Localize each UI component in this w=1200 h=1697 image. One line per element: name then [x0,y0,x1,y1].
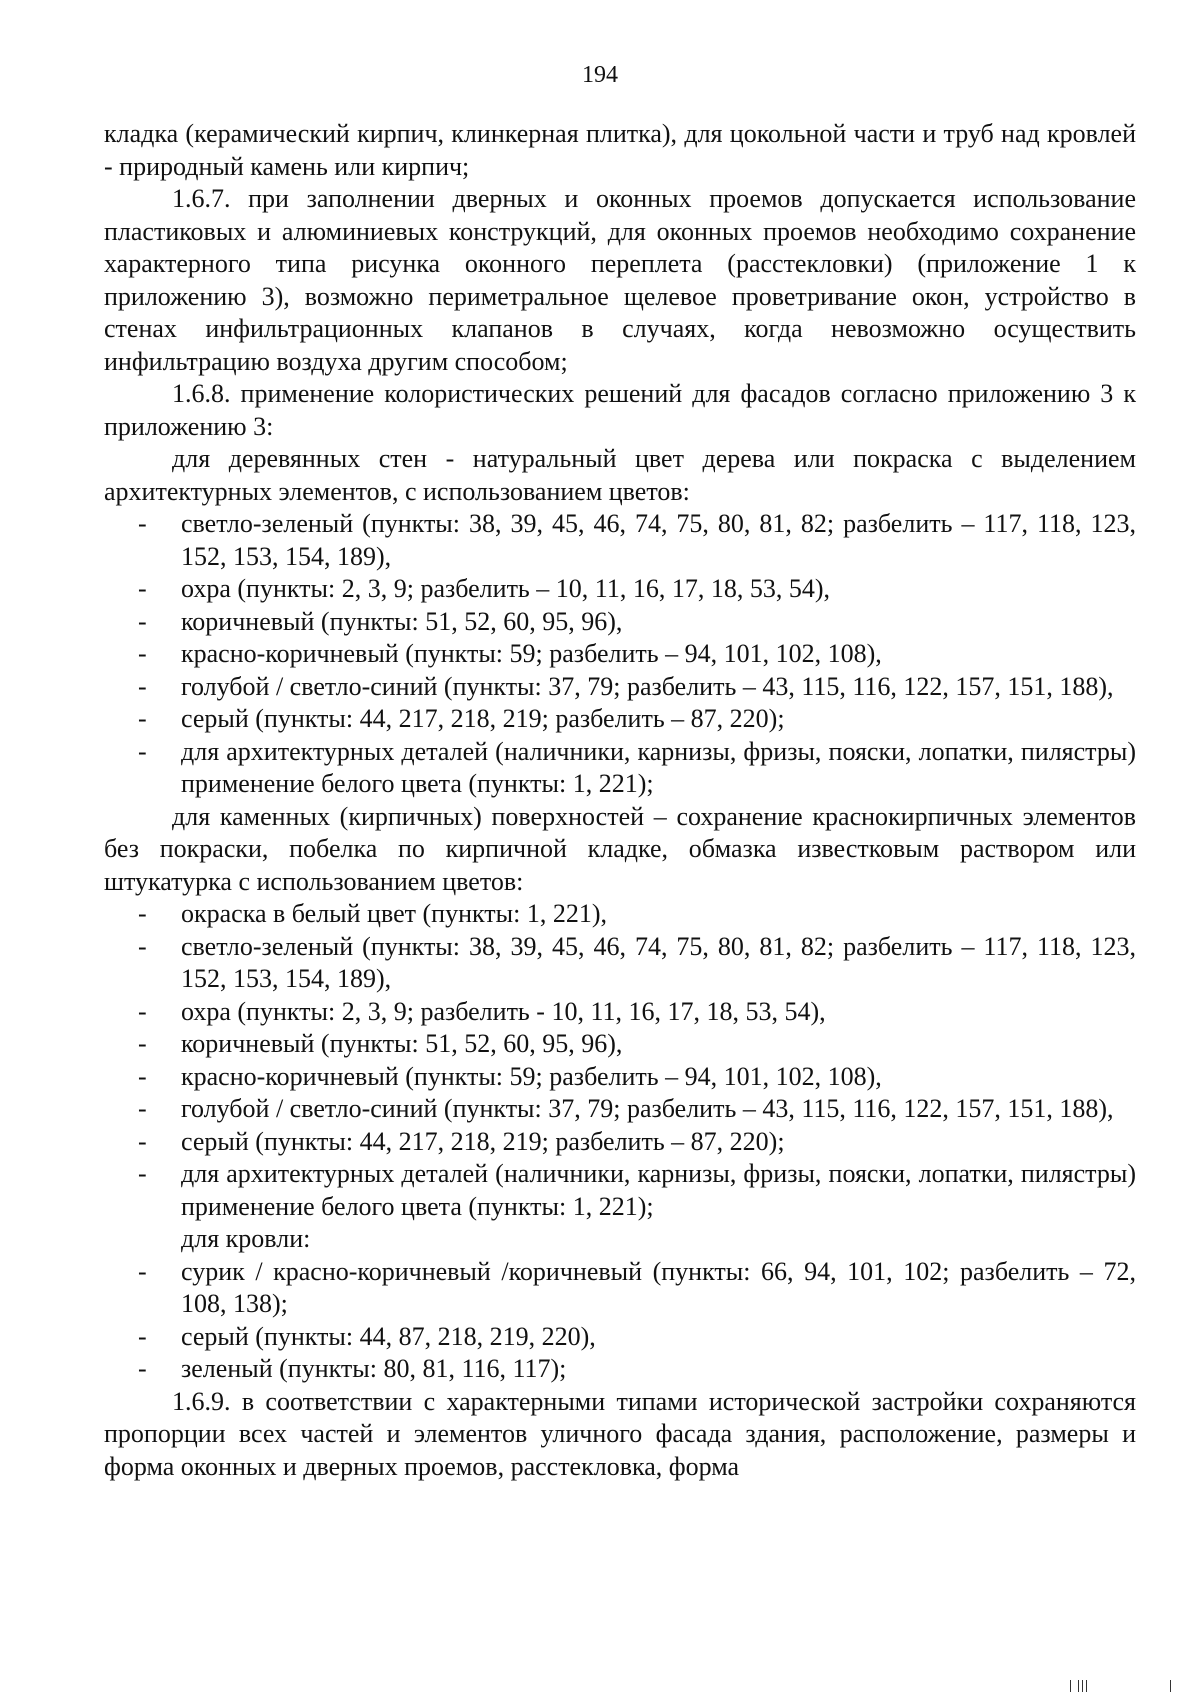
list-item-text: серый (пункты: 44, 217, 218, 219; разбелить – 87, 220); [181,1126,785,1156]
page-number: 194 [582,62,618,88]
list-item-text: серый (пункты: 44, 217, 218, 219; разбелить – 87, 220); [181,704,785,733]
dash-bullet: - [138,1126,147,1156]
list-item [104,508,1136,573]
scan-artifact-marks [1060,1680,1180,1692]
dash-bullet: - [138,639,147,668]
list-item [104,638,1136,671]
paragraph-stone-surfaces: для каменных (кирпичных) поверхностей – сохранение краснокирпичных элементов без покраски, побелка по кирпичной кладке, обмазка известковым раствором или штукатурка с использованием цветов: [104,801,1136,896]
dash-bullet: - [138,931,147,961]
list-item [104,1061,1136,1094]
dash-bullet: - [138,996,147,1026]
list-item [104,898,1136,931]
list-item-text: охра (пункты: 2, 3, 9; разбелить - 10, 11, 16, 17, 18, 53, 54), [181,996,826,1026]
dash-bullet: - [138,671,147,701]
list-item [104,1093,1136,1126]
roof-colors-list [104,1256,1136,1386]
dash-bullet: - [138,1256,147,1286]
list-item-text: светло-зеленый (пункты: 38, 39, 45, 46, 74, 75, 80, 81, 82; разбелить – 117, 118, 123, 152, 153, 154, 189), [181,509,1136,571]
list-item-text: окраска в белый цвет (пункты: 1, 221), [181,899,607,928]
list-item [104,1028,1136,1061]
wood-colors-list [104,508,1136,801]
dash-bullet: - [138,1321,147,1351]
list-item [104,1126,1136,1159]
paragraph-wood-walls: для деревянных стен - натуральный цвет дерева или покраска с выделением архитектурных элементов, с использованием цветов: [104,444,1136,506]
paragraph-1-6-9: 1.6.9. в соответствии с характерными типами исторической застройки сохраняются пропорции всех частей и элементов уличного фасада здания, расположение, размеры и форма оконных и дверных проемов, расстекловка, форма [104,1386,1136,1481]
list-item [104,671,1136,704]
list-item-text: красно-коричневый (пункты: 59; разбелить – 94, 101, 102, 108), [181,1061,882,1091]
list-item [104,573,1136,606]
dash-bullet: - [138,1029,147,1058]
paragraph-1-6-8: 1.6.8. применение колористических решений для фасадов согласно приложению 3 к приложению 3: [104,379,1136,441]
list-item [104,703,1136,736]
dash-bullet: - [138,1159,147,1188]
list-item-text: для архитектурных деталей (наличники, карнизы, фризы, пояски, лопатки, пилястры) применение белого цвета (пункты: 1, 221); [181,736,1136,798]
list-item-text: коричневый (пункты: 51, 52, 60, 95, 96), [181,1029,623,1058]
list-item [104,931,1136,996]
list-item [104,1158,1136,1223]
dash-bullet: - [138,1094,147,1123]
dash-bullet: - [138,1354,147,1383]
list-item-text: голубой / светло-синий (пункты: 37, 79; разбелить – 43, 115, 116, 122, 157, 151, 188), [181,671,1114,701]
list-item-text: сурик / красно-коричневый /коричневый (пункты: 66, 94, 101, 102; разбелить – 72, 108, 138); [181,1256,1136,1318]
paragraph-1-6-7: 1.6.7. при заполнении дверных и оконных проемов допускается использование пластиковых и алюминиевых конструкций, для оконных проемов необходимо сохранение характерного типа рисунка оконного переплета (расстекловки) (приложение 1 к приложению 3), возможно периметральное щелевое проветривание окон, устройство в стенах инфильтрационных клапанов в случаях, когда невозможно осуществить инфильтрацию воздуха другим способом; [104,184,1136,376]
list-item [104,1353,1136,1386]
document-body [104,118,1136,1483]
list-item [104,996,1136,1029]
list-item-text: голубой / светло-синий (пункты: 37, 79; разбелить – 43, 115, 116, 122, 157, 151, 188), [181,1094,1114,1123]
list-item-text: коричневый (пункты: 51, 52, 60, 95, 96), [181,606,623,636]
list-item-text: для архитектурных деталей (наличники, карнизы, фризы, пояски, лопатки, пилястры) применение белого цвета (пункты: 1, 221); [181,1159,1136,1221]
list-item-text: светло-зеленый (пункты: 38, 39, 45, 46, 74, 75, 80, 81, 82; разбелить – 117, 118, 123, 152, 153, 154, 189), [181,931,1136,993]
list-item [104,736,1136,801]
paragraph: кладка (керамический кирпич, клинкерная плитка), для цокольной части и труб над кровлей - природный камень или кирпич; [104,119,1136,181]
dash-bullet: - [138,1061,147,1091]
list-item-text: зеленый (пункты: 80, 81, 116, 117); [181,1354,567,1383]
stone-colors-list [104,898,1136,1223]
list-item-text: красно-коричневый (пункты: 59; разбелить – 94, 101, 102, 108), [181,639,882,668]
list-item-text: охра (пункты: 2, 3, 9; разбелить – 10, 11, 16, 17, 18, 53, 54), [181,574,830,603]
dash-bullet: - [138,606,147,636]
dash-bullet: - [138,899,147,928]
list-item-text: серый (пункты: 44, 87, 218, 219, 220), [181,1321,596,1351]
dash-bullet: - [138,574,147,603]
dash-bullet: - [138,736,147,766]
list-item [104,606,1136,639]
list-item [104,1256,1136,1321]
list-item [104,1321,1136,1354]
dash-bullet: - [138,509,147,538]
dash-bullet: - [138,704,147,733]
roof-heading: для кровли: [181,1224,311,1253]
